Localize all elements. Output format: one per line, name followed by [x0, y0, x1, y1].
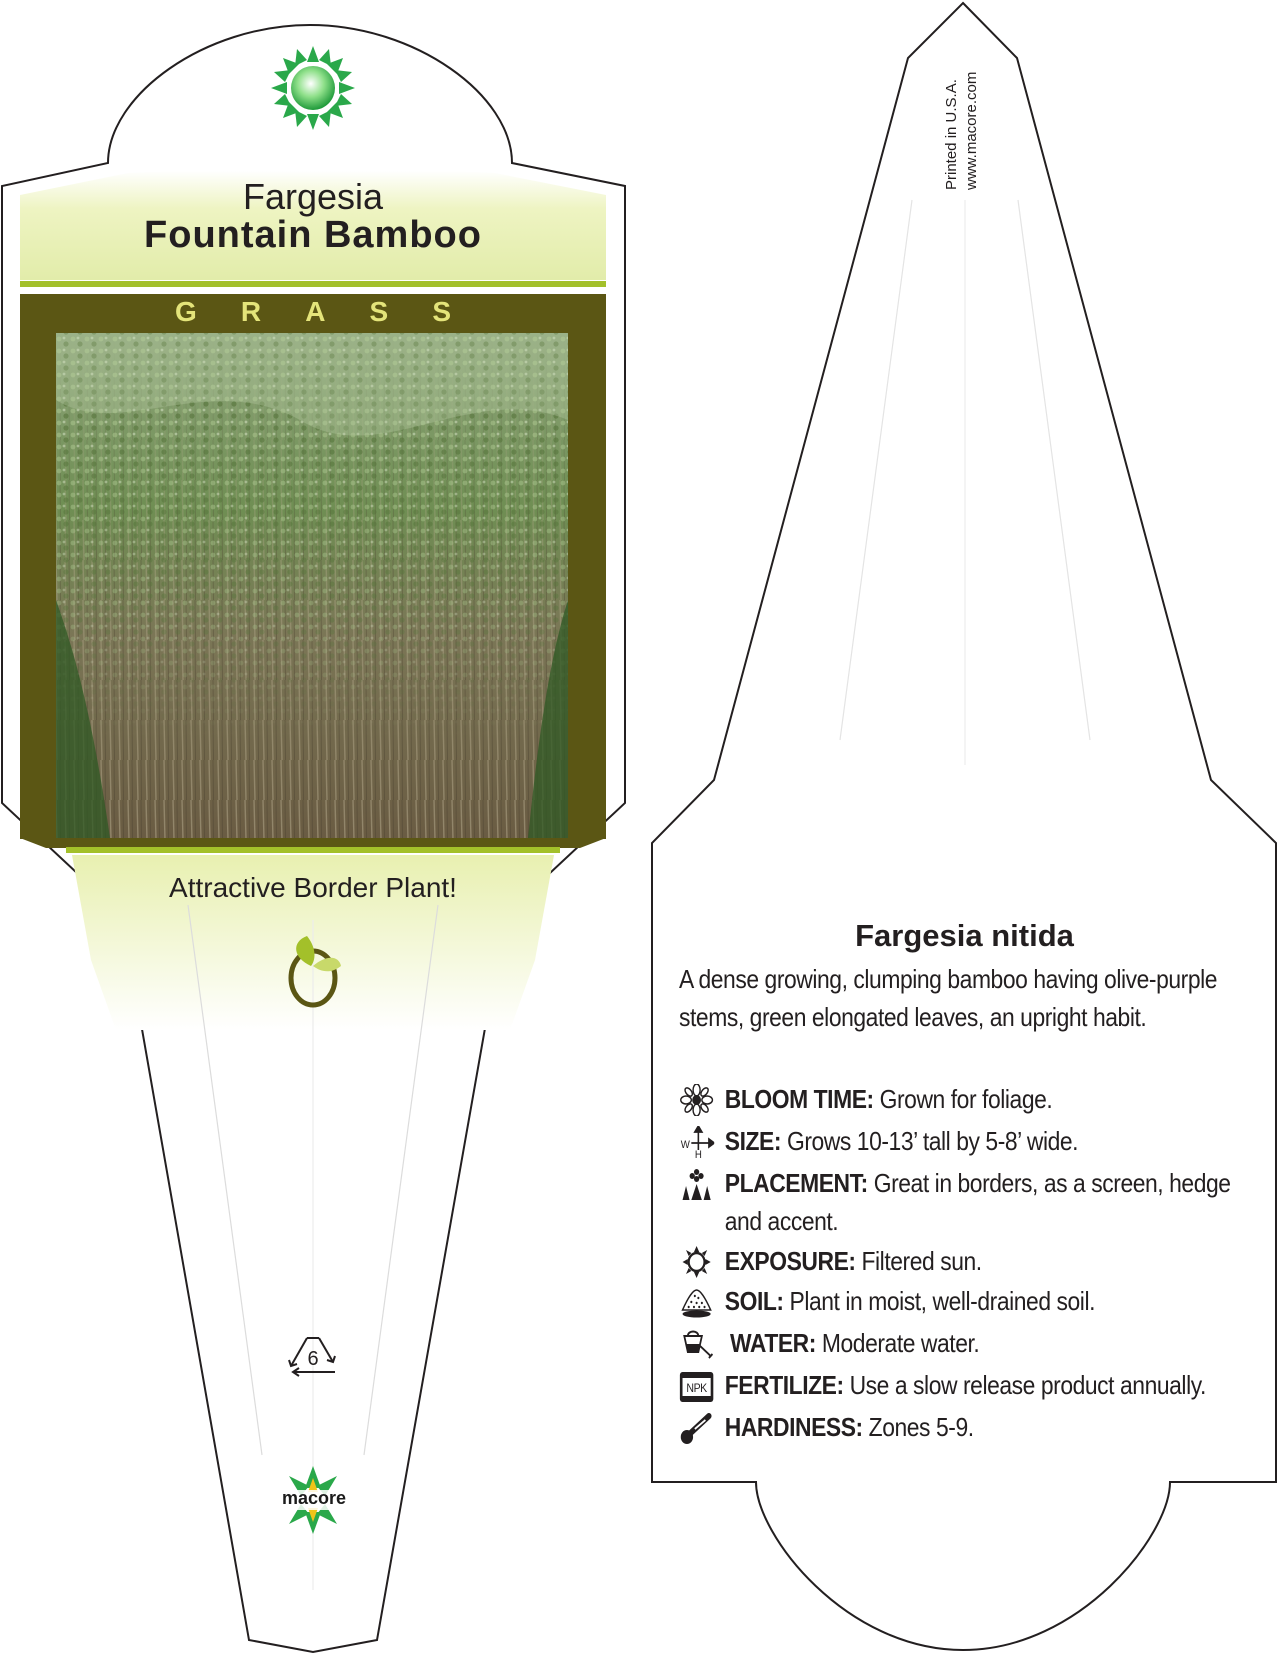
size-w-letter: W [680, 1139, 690, 1152]
care-label: WATER: [730, 1328, 816, 1358]
care-label: BLOOM TIME: [724, 1084, 874, 1114]
scientific-name: Fargesia nitida [855, 918, 1074, 953]
soil-icon [679, 1286, 714, 1318]
bamboo-photo [56, 333, 568, 838]
care-item-water [679, 1324, 1251, 1362]
npk-fertilizer-icon [679, 1370, 714, 1402]
size-arrows-icon [679, 1126, 714, 1158]
care-label: HARDINESS: [724, 1412, 863, 1442]
care-text: Plant in moist, well-drained soil. [789, 1286, 1096, 1316]
care-list [679, 1080, 1251, 1446]
care-item-hardiness [679, 1408, 1251, 1446]
care-label: FERTILIZE: [724, 1370, 844, 1400]
placement-plants-icon [679, 1168, 714, 1200]
care-label: SIZE: [724, 1126, 782, 1156]
care-text: Grows 10-13’ tall by 5-8’ wide. [786, 1126, 1079, 1156]
npk-text: NPK [686, 1382, 707, 1396]
care-text: Moderate water. [821, 1328, 980, 1358]
sunburst-logo-icon [271, 46, 355, 130]
care-item-bloom [679, 1080, 1251, 1118]
watering-can-icon [679, 1328, 714, 1360]
care-item-exposure [679, 1242, 1251, 1280]
category-letter: R [240, 296, 262, 327]
care-item-size [679, 1122, 1251, 1160]
photo-frame-base [20, 838, 606, 848]
care-label: PLACEMENT: [724, 1168, 868, 1198]
print-info [942, 72, 982, 190]
category-letter: G [175, 296, 197, 327]
title-band-rule [20, 281, 606, 287]
care-text: Grown for foliage. [879, 1084, 1053, 1114]
size-h-letter: H [694, 1149, 702, 1158]
lower-band-rule [66, 847, 560, 853]
genus-name: Fargesia [242, 176, 384, 217]
care-text: Great in borders, as a screen, hedge and accent. [724, 1168, 1231, 1236]
category-letter: S [432, 296, 451, 327]
category-letter: A [305, 296, 326, 327]
sun-icon [679, 1246, 714, 1278]
care-item-soil [679, 1282, 1251, 1320]
thermometer-icon [679, 1412, 714, 1444]
website: www.macore.com [963, 71, 980, 190]
category-label [60, 296, 566, 328]
plant-description: A dense growing, clumping bamboo having olive-purple stems, green elongated leaves, an upright habit. [679, 964, 1218, 1032]
care-item-placement [679, 1164, 1251, 1240]
care-text: Zones 5-9. [868, 1412, 974, 1442]
category-letter: S [369, 296, 389, 327]
recycle-code: 6 [307, 1348, 319, 1370]
common-name: Fountain Bamboo [144, 214, 482, 256]
tagline: Attractive Border Plant! [169, 872, 457, 903]
care-item-fertilize [679, 1366, 1251, 1404]
flower-icon [679, 1084, 714, 1116]
care-label: EXPOSURE: [724, 1246, 856, 1276]
printed-line: Printed in U.S.A. [943, 79, 960, 190]
care-text: Filtered sun. [861, 1246, 982, 1276]
care-text: Use a slow release product annually. [849, 1370, 1206, 1400]
care-label: SOIL: [724, 1286, 784, 1316]
brand-name: macore [281, 1488, 347, 1508]
